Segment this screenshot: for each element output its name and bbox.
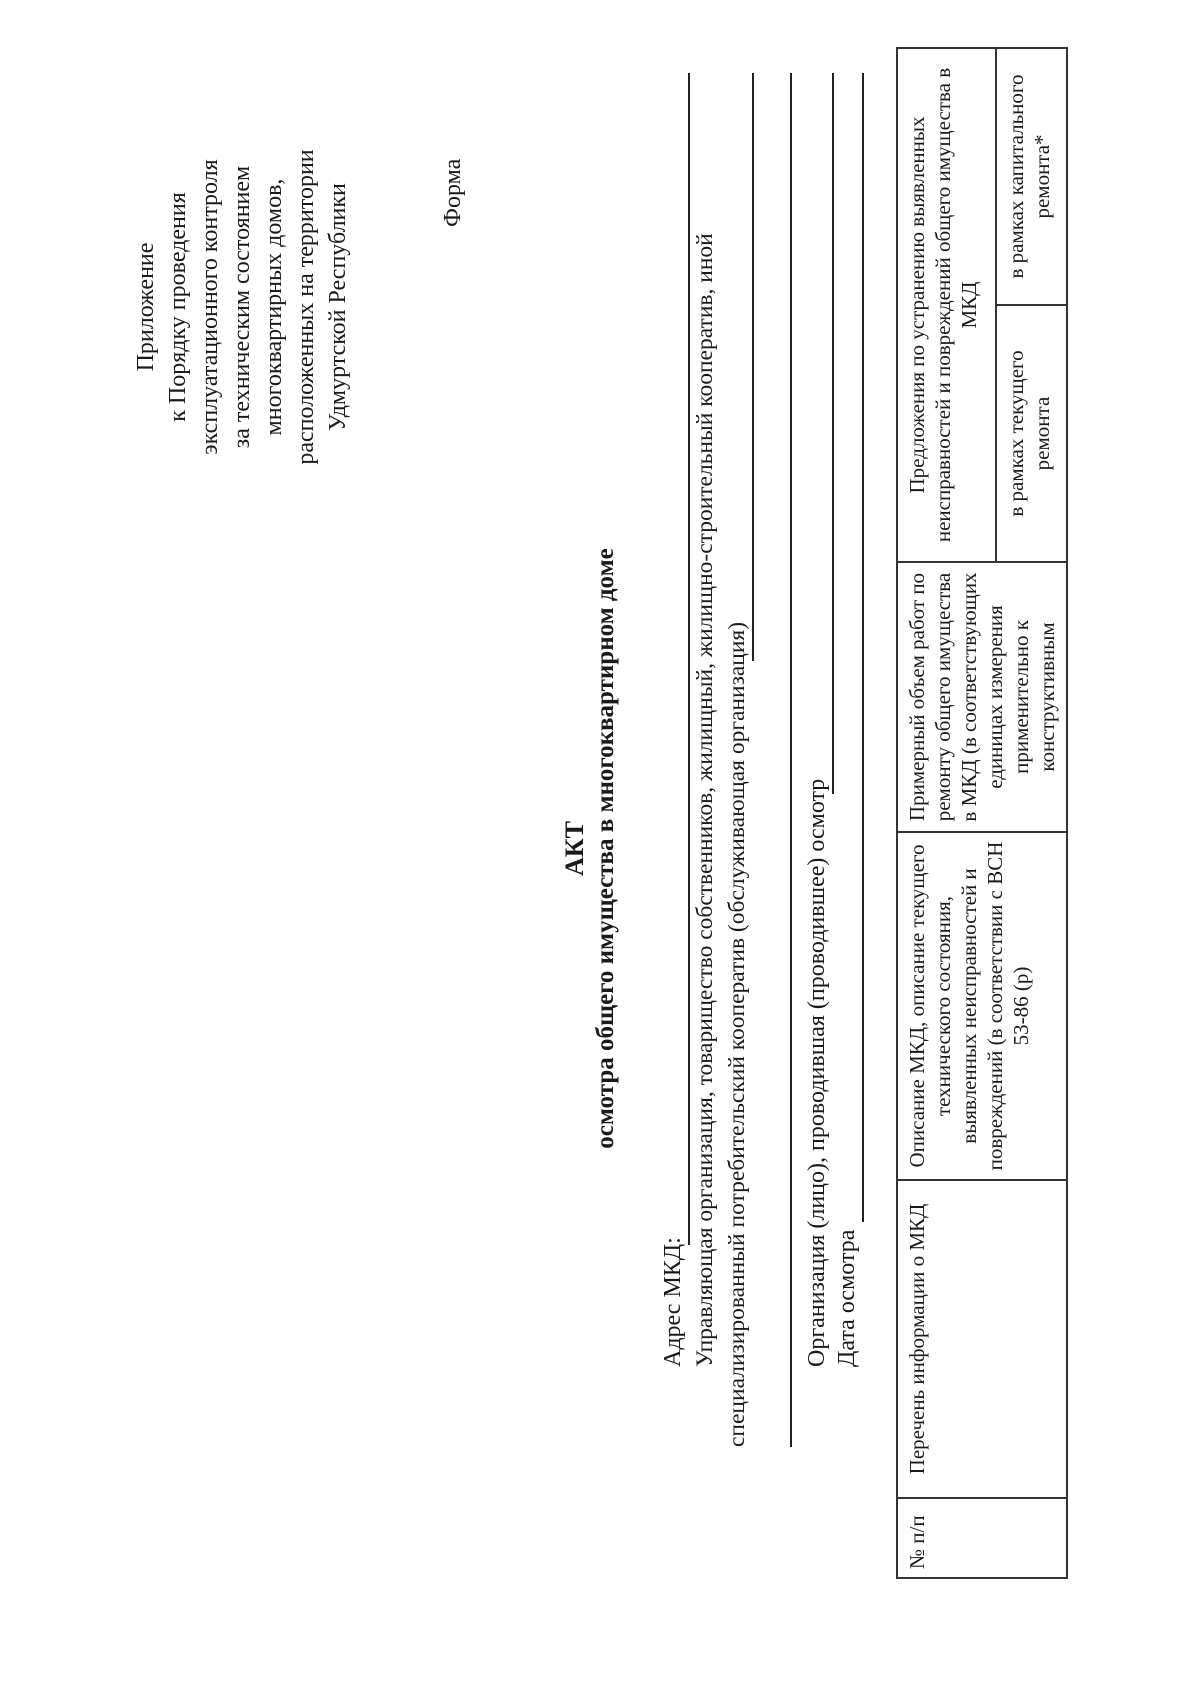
appendix-line: многоквартирных домов, (261, 178, 287, 436)
appendix-line: Приложение (133, 242, 159, 372)
inspecting-org-field-line (832, 73, 834, 794)
inspection-table (896, 47, 1068, 1579)
management-org-label-cont: специализированный потребительский кооператив (обслуживающая организация) (724, 621, 750, 1447)
appendix-header (130, 117, 354, 497)
management-org-field-line-2 (790, 73, 792, 1447)
col-header-proposals: Предложения по устранению выявленных неисправностей и повреждений общего имущества в МКД (897, 48, 996, 562)
col-header-description: Описание МКД, описание текущего технического состояния, выявленных неисправностей и повреждений (в соответствии с ВСН 53-86 (р) (897, 832, 1067, 1180)
appendix-line: Удмуртской Республики (325, 183, 351, 431)
inspection-date-label: Дата осмотра (834, 1229, 860, 1367)
col-header-work-volume: Примерный объем работ по ремонту общего имущества в МКД (в соответствующих единицах измерения применительно к конструктивным (897, 562, 1067, 832)
col-header-info-list: Перечень информации о МКД (897, 1180, 1067, 1498)
address-label: Адрес МКД: (660, 1237, 686, 1367)
appendix-line: к Порядку проведения (165, 192, 191, 422)
col-header-number: № п/п (897, 1498, 1067, 1578)
inspecting-org-label: Организация (лицо), проводившая (проводившее) осмотр (804, 778, 830, 1367)
management-org-field-line (752, 73, 754, 661)
appendix-line: эксплуатационного контроля (197, 159, 223, 455)
inspection-date-field-line (862, 73, 864, 1222)
management-org-label: Управляющая организация, товарищество собственников, жилищный, жилищно-строительный кооператив, иной (692, 233, 718, 1367)
col-header-current-repair: в рамках текущего ремонта (996, 305, 1067, 562)
document-subtitle: осмотра общего имущества в многоквартирном доме (592, 548, 619, 1149)
document-title: АКТ (560, 821, 589, 876)
appendix-line: расположенных на территории (293, 149, 319, 465)
form-label: Форма (440, 158, 466, 227)
appendix-line: за техническим состоянием (229, 165, 255, 449)
address-field-line (688, 73, 690, 1245)
col-header-capital-repair: в рамках капитального ремонта* (996, 48, 1067, 305)
